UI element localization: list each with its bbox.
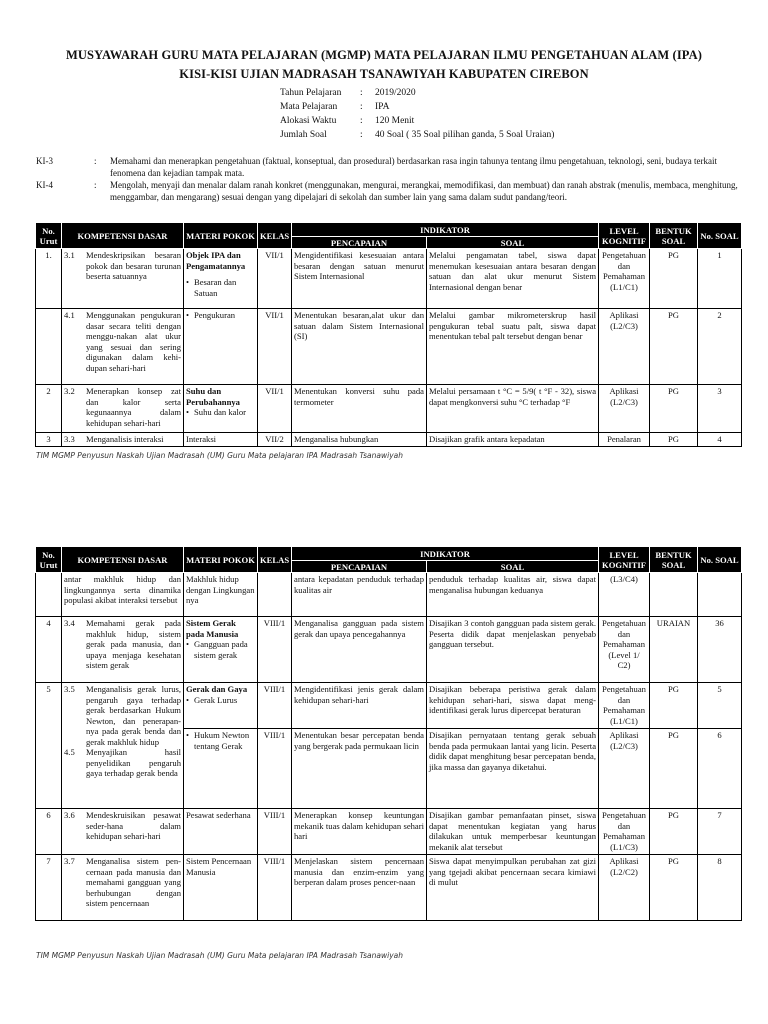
page-title-2: KISI-KISI UJIAN MADRASAH TSANAWIYAH KABUPATEN CIREBON: [179, 67, 589, 81]
kd-text: Memahami gerak pada makhluk hidup, sistem gerak pada manusia, dan upaya menjaga kesehatan sistem gerak: [86, 618, 181, 670]
meta-key: Alokasi Waktu: [280, 116, 337, 126]
materi-bullet: Suhu dan kalor: [194, 407, 247, 417]
page-title-1: MUSYAWARAH GURU MATA PELAJARAN (MGMP) MATA PELAJARAN ILMU PENGETAHUAN ALAM (IPA): [66, 48, 702, 62]
cell-no: 4: [36, 617, 62, 683]
meta-row: [280, 86, 554, 100]
cell-kd: [62, 683, 184, 809]
cell-nosoal: 8: [698, 855, 742, 921]
cell-kd: [62, 433, 184, 447]
bullet-icon: •: [186, 407, 190, 417]
col-materi: MATERI POKOK: [184, 223, 258, 249]
cell-kelas: VIII/1: [258, 617, 292, 683]
cell-nosoal: 6: [698, 729, 742, 809]
ki-text: Mengolah, menyaji dan menalar dalam ranah konkret (menggunakan, mengurai, merangkai, memodifikasi, dan membuat) dan ranah abstrak (menulis, membaca, menghitung, menggambar, dan mengarang) sesuai dengan yang dipelajari di sekolah dan sumber lain yang sama dalam sudut pandang/teori.: [110, 180, 738, 202]
kd-number: 4.1: [64, 310, 75, 320]
cell-level: Aplikasi (L2/C2): [599, 855, 650, 921]
kd-text: Menerapkan konsep zat dan kalor serta kegunaannya dalam kehidupan sehari-hari: [86, 386, 181, 428]
cell-bentuk: PG: [650, 855, 698, 921]
kd-text: Mendeskruisikan pesawat seder-hana dalam kehidupan sehari-hari: [86, 810, 181, 841]
cell-pencapaian: Menentukan konversi suhu pada termometer: [292, 385, 427, 433]
col-indikator: INDIKATOR: [292, 547, 599, 561]
cell-materi: Pesawat sederhana: [184, 809, 258, 855]
kd-number: 3.6: [64, 810, 75, 820]
cell-nosoal: 36: [698, 617, 742, 683]
cell-kelas: VIII/1: [258, 809, 292, 855]
ki-colon: :: [94, 180, 97, 190]
col-nosoal: No. SOAL: [698, 547, 742, 573]
meta-key: Tahun Pelajaran: [280, 88, 342, 98]
materi-title: Gerak dan Gaya: [186, 684, 248, 694]
meta-colon: :: [360, 102, 363, 112]
meta-row: [280, 100, 554, 114]
cell-soal: Disajikan pernyataan tentang gerak sebuah benda pada permukaan lantai yang licin. Peserta didik dapat menghitung besar percepatan benda, jika massa dan gayanya diketahui.: [427, 729, 599, 809]
cell-kelas: VIII/1: [258, 855, 292, 921]
cell-kelas: VII/2: [258, 433, 292, 447]
cell-soal: Disajikan beberapa peristiwa gerak dalam kehidupan sehari-hari, siswa dapat meng-identifikasi gerak lurus dipercepat beraturan: [427, 683, 599, 729]
bullet-icon: •: [186, 310, 190, 320]
cell-nosoal: [698, 573, 742, 617]
cell-materi: [184, 385, 258, 433]
bullet-icon: •: [186, 694, 190, 705]
cell-pencapaian: Mengidentifikasi jenis gerak dalam kehidupan sehari-hari: [292, 683, 427, 729]
meta-key: Mata Pelajaran: [280, 102, 338, 112]
kd-number: 3.7: [64, 856, 75, 866]
page-footer-2: TIM MGMP Penyusun Naskah Ujian Madrasah (UM) Guru Mata pelajaran IPA Madrasah Tsanawiyah: [36, 951, 404, 960]
ki-label: KI-3: [36, 156, 53, 166]
cell-nosoal: 5: [698, 683, 742, 729]
cell-kd: [62, 309, 184, 385]
cell-soal: Siswa dapat menyimpulkan perubahan zat gizi yang tgejadi akibat pencernaan secara kimiawi di mulut: [427, 855, 599, 921]
cell-pencapaian: Menerapkan konsep keuntungan mekanik tuas dalam kehidupan sehari hari: [292, 809, 427, 855]
cell-pencapaian: Mengidentifikasi kesesuaian antara besaran dengan satuan menurut Sistem Internasional: [292, 249, 427, 309]
cell-level: Pengetahuan dan Pemahaman (L1/C1): [599, 683, 650, 729]
cell-soal: penduduk terhadap kualitas air, siswa dapat menganalisa hubungan keduanya: [427, 573, 599, 617]
cell-soal: Disajikan grafik antara kepadatan: [427, 433, 599, 447]
col-soal: SOAL: [427, 237, 599, 249]
table-row: [36, 809, 742, 855]
col-pencapaian: PENCAPAIAN: [292, 561, 427, 573]
cell-soal: Melalui pengamatan tabel, siswa dapat menemukan kesesuaian antara besaran dengan satuan dan alat ukur menurut Sistem Internasional dengan benar: [427, 249, 599, 309]
cell-level: (L3/C4): [599, 573, 650, 617]
col-bentuk: BENTUK SOAL: [650, 223, 698, 249]
table-row: [36, 617, 742, 683]
cell-no: 6: [36, 809, 62, 855]
kd-number: 3.3: [64, 434, 75, 444]
meta-value: 40 Soal ( 35 Soal pilihan ganda, 5 Soal Uraian): [375, 130, 555, 140]
cell-kd: [62, 249, 184, 309]
ki-colon: :: [94, 156, 97, 166]
cell-materi: [184, 617, 258, 683]
kd-text: Menganalisis interaksi: [86, 434, 164, 444]
col-no: No. Urut: [36, 547, 62, 573]
cell-materi: [184, 249, 258, 309]
materi-title: Sistem Gerak pada Manusia: [186, 618, 239, 639]
cell-pencapaian: antara kepadatan penduduk terhadap kualitas air: [292, 573, 427, 617]
col-soal: SOAL: [427, 561, 599, 573]
cell-pencapaian: Menjelaskan sistem pencernaan manusia dan enzim-enzim yang berperan dalam proses pencer-naan: [292, 855, 427, 921]
cell-nosoal: 2: [698, 309, 742, 385]
cell-level: Pengetahuan dan Pemahaman (L1/C1): [599, 249, 650, 309]
col-nosoal: No. SOAL: [698, 223, 742, 249]
kd-text: Menggunakan pengukuran dasar secara teliti dengan menggu-nakan alat ukur yang sesuai dan sering digunakan dalam kehi-dupan sehari-hari: [86, 310, 181, 373]
cell-level: Aplikasi (L2/C3): [599, 385, 650, 433]
cell-kelas: [258, 573, 292, 617]
cell-kelas: VIII/1: [258, 683, 292, 729]
materi-bullet: Hukum Newton tentang Gerak: [194, 730, 250, 751]
meta-row: [280, 114, 554, 128]
cell-materi: [184, 683, 258, 729]
cell-materi: [184, 729, 258, 809]
meta-colon: :: [360, 116, 363, 126]
cell-pencapaian: Menentukan besar percepatan benda yang bergerak pada permukaan licin: [292, 729, 427, 809]
kd-text: Menyajikan hasil penyelidikan pengaruh gaya terhadap gerak benda: [86, 747, 181, 778]
col-level: LEVEL KOGNITIF: [599, 547, 650, 573]
cell-level: Pengetahuan dan Pemahaman (L1/C3): [599, 809, 650, 855]
cell-materi: Interaksi: [184, 433, 258, 447]
cell-kd: [62, 855, 184, 921]
cell-kd: [62, 617, 184, 683]
kd-number: 3.2: [64, 386, 75, 396]
col-kelas: KELAS: [258, 223, 292, 249]
cell-no: 3: [36, 433, 62, 447]
kd-number: 3.5: [64, 684, 75, 694]
table-row: [36, 855, 742, 921]
meta-value: IPA: [375, 102, 390, 112]
cell-no: 5: [36, 683, 62, 809]
meta-colon: :: [360, 130, 363, 140]
cell-kelas: VII/1: [258, 309, 292, 385]
table-row: [36, 683, 742, 729]
cell-nosoal: 3: [698, 385, 742, 433]
page-footer-1: TIM MGMP Penyusun Naskah Ujian Madrasah (UM) Guru Mata pelajaran IPA Madrasah Tsanawiyah: [36, 451, 404, 460]
cell-no: 2: [36, 385, 62, 433]
ki-3: [36, 155, 741, 179]
table-row: [36, 249, 742, 309]
kisi-table-page-2: [35, 546, 742, 921]
kd-number: 3.4: [64, 618, 75, 628]
bullet-icon: •: [186, 277, 190, 287]
bullet-icon: •: [186, 730, 190, 740]
cell-level: Pengetahuan dan Pemahaman (Level 1/ C2): [599, 617, 650, 683]
materi-title: Suhu dan Perubahannya: [186, 386, 240, 407]
bullet-icon: •: [186, 639, 190, 649]
cell-pencapaian: Menentukan besaran,alat ukur dan satuan dalam Sistem Internasional (SI): [292, 309, 427, 385]
cell-soal: Melalui gambar mikrometerskrup hasil pengukuran tebal suatu palt, siswa dapat menentukan tebal palt tersebut dengan benar: [427, 309, 599, 385]
cell-no: 1.: [36, 249, 62, 309]
cell-bentuk: PG: [650, 809, 698, 855]
meta-value: 120 Menit: [375, 116, 415, 126]
table-row: [36, 433, 742, 447]
kisi-table-page-1: [35, 222, 742, 447]
cell-bentuk: URAIAN: [650, 617, 698, 683]
col-pencapaian: PENCAPAIAN: [292, 237, 427, 249]
cell-materi: Makhluk hidup dengan Lingkungan nya: [184, 573, 258, 617]
cell-nosoal: 4: [698, 433, 742, 447]
cell-nosoal: 1: [698, 249, 742, 309]
cell-materi: [184, 309, 258, 385]
kd-text: Menganalisa sistem pen-cernaan pada manusia dan memahami gangguan yang berhubungan dengan sistem pencernaan: [86, 856, 181, 908]
col-kd: KOMPETENSI DASAR: [62, 223, 184, 249]
cell-soal: Melalui persamaan t °C = 5/9( t °F - 32), siswa dapat mengkonversi suhu °C terhadap °F: [427, 385, 599, 433]
cell-pencapaian: Menganalisa gangguan pada sistem gerak dan upaya pencegahannya: [292, 617, 427, 683]
cell-bentuk: PG: [650, 385, 698, 433]
col-kd: KOMPETENSI DASAR: [62, 547, 184, 573]
cell-kd: [62, 809, 184, 855]
cell-pencapaian: Menganalisa hubungkan: [292, 433, 427, 447]
cell-bentuk: PG: [650, 433, 698, 447]
cell-nosoal: 7: [698, 809, 742, 855]
cell-kd: antar makhluk hidup dan lingkungannya serta dinamika populasi akibat interaksi tersebut: [62, 573, 184, 617]
cell-kd: [62, 385, 184, 433]
col-no: No. Urut: [36, 223, 62, 249]
cell-level: Aplikasi (L2/C3): [599, 309, 650, 385]
cell-soal: Disajikan 3 contoh gangguan pada sistem gerak. Peserta didik dapat menjelaskan penyebab gangguan tersebut.: [427, 617, 599, 683]
table-row: [36, 385, 742, 433]
cell-bentuk: PG: [650, 309, 698, 385]
kd-number: 3.1: [64, 250, 75, 260]
cell-level: Aplikasi (L2/C3): [599, 729, 650, 809]
meta-value: 2019/2020: [375, 88, 416, 98]
cell-bentuk: PG: [650, 683, 698, 729]
cell-bentuk: PG: [650, 249, 698, 309]
kd-number: 4.5: [64, 747, 75, 757]
col-level: LEVEL KOGNITIF: [599, 223, 650, 249]
kd-text: Menganalisis gerak lurus, pengaruh gaya terhadap gerak berdasarkan Hukum Newton, dan penerapan- nya pada gerak benda dan gerak makhluk hidup: [86, 684, 181, 747]
col-bentuk: BENTUK SOAL: [650, 547, 698, 573]
cell-soal: Disajikan gambar pemanfaatan pinset, siswa dapat menentukan kegiatan yang harus dilakukan untuk memperbesar keuntungan mekanik alat tersebut: [427, 809, 599, 855]
cell-bentuk: PG: [650, 729, 698, 809]
table-row: [36, 309, 742, 385]
ki-label: KI-4: [36, 180, 53, 190]
ki-4: [36, 179, 741, 203]
cell-kelas: VIII/1: [258, 729, 292, 809]
col-kelas: KELAS: [258, 547, 292, 573]
cell-level: Penalaran: [599, 433, 650, 447]
col-indikator: INDIKATOR: [292, 223, 599, 237]
meta-colon: :: [360, 88, 363, 98]
cell-bentuk: [650, 573, 698, 617]
cell-no: [36, 573, 62, 617]
exam-meta: [280, 86, 554, 142]
cell-kelas: VII/1: [258, 385, 292, 433]
meta-key: Jumlah Soal: [280, 130, 327, 140]
materi-bullet: Pengukuran: [194, 310, 236, 320]
meta-row: [280, 128, 554, 142]
materi-title: Objek IPA dan Pengamatannya: [186, 250, 246, 271]
materi-bullet: Gangguan pada sistem gerak: [194, 639, 248, 660]
cell-no: [36, 309, 62, 385]
cell-materi: Sistem Pencernaan Manusia: [184, 855, 258, 921]
materi-bullet: Gerak Lurus: [194, 694, 238, 705]
ki-text: Memahami dan menerapkan pengetahuan (faktual, konseptual, dan prosedural) berdasarkan rasa ingin tahunya tentang ilmu pengetahuan, teknologi, seni, budaya terkait fenomena dan kejadian tampak mata.: [110, 156, 718, 178]
cell-no: 7: [36, 855, 62, 921]
table-row: [36, 573, 742, 617]
col-materi: MATERI POKOK: [184, 547, 258, 573]
materi-bullet: Besaran dan Satuan: [194, 277, 237, 298]
cell-kelas: VII/1: [258, 249, 292, 309]
kd-text: Mendeskripsikan besaran pokok dan besaran turunan beserta satuannya: [86, 250, 181, 281]
